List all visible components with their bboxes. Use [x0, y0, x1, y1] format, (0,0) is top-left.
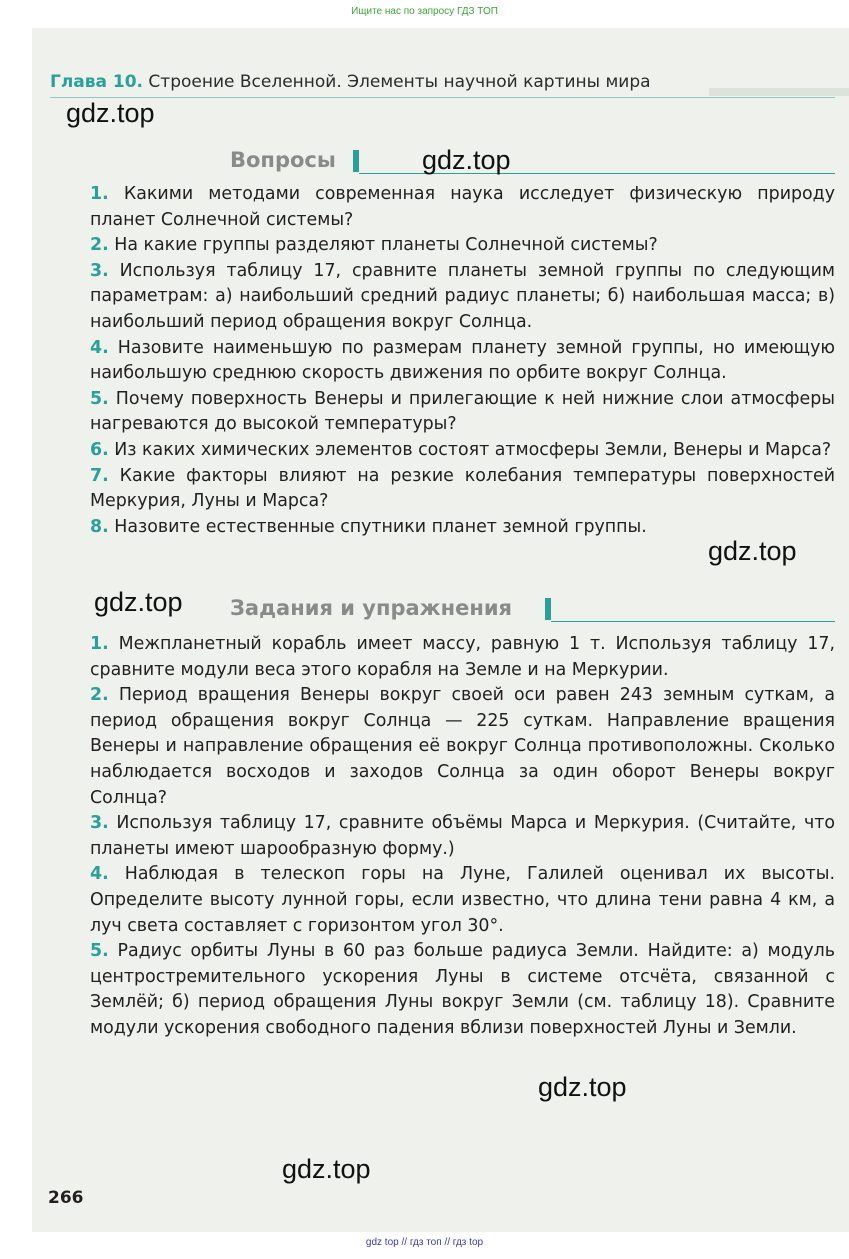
- question-item: [90, 182, 835, 233]
- watermark: gdz.top: [422, 145, 511, 175]
- question-number: 7.: [90, 465, 109, 486]
- task-text: Период вращения Венеры вокруг своей оси равен 243 земным суткам, а период обращения вокруг Солнца — 225 суткам. Направление вращения Венеры и направление обращения её вокруг Солнца противоположны. Сколько наблюдается восходов и заходов Солнца за один оборот Венеры вокруг Солнца?: [90, 685, 835, 808]
- tasks-list: [90, 632, 835, 1042]
- chapter-rule: [50, 97, 835, 98]
- question-item: [90, 336, 835, 387]
- task-text: Радиус орбиты Луны в 60 раз больше радиуса Земли. Найдите: а) модуль центростремительного ускорения Луны в системе отсчёта, связанной с Землёй; б) период обращения Луны вокруг Земли (см. таблицу 18). Сравните модули ускорения свободного падения вблизи поверхностей Луны и Земли.: [90, 941, 835, 1038]
- question-item: [90, 387, 835, 438]
- questions-list: [90, 182, 835, 540]
- question-text: Назовите естественные спутники планет земной группы.: [108, 516, 647, 537]
- heading-rule: [551, 621, 835, 622]
- question-number: 4.: [90, 337, 109, 358]
- textbook-page: [32, 28, 849, 1232]
- chapter-header: [50, 72, 651, 92]
- chapter-number: Глава 10.: [50, 72, 144, 92]
- page-number: 266: [48, 1188, 84, 1208]
- question-text: Назовите наименьшую по размерам планету земной группы, но имеющую наибольшую среднюю скорость движения по орбите вокруг Солнца.: [90, 337, 835, 384]
- task-item: [90, 683, 835, 811]
- question-number: 8.: [90, 516, 109, 537]
- question-item: [90, 464, 835, 515]
- task-item: [90, 811, 835, 862]
- task-number: 3.: [90, 813, 109, 834]
- question-text: Используя таблицу 17, сравните планеты земной группы по следующим параметрам: а) наибольший средний радиус планеты; б) наибольшая масса; в) наибольший период обращения вокруг Солнца.: [90, 260, 835, 332]
- header-banner: Ищите нас по запросу ГДЗ ТОП: [351, 6, 498, 17]
- tasks-heading: [32, 594, 849, 626]
- question-number: 1.: [90, 184, 109, 204]
- task-number: 2.: [90, 685, 109, 706]
- task-item: [90, 939, 835, 1041]
- question-number: 6.: [90, 439, 109, 460]
- question-number: 3.: [90, 260, 109, 281]
- chapter-title: Строение Вселенной. Элементы научной картины мира: [143, 72, 651, 92]
- task-number: 5.: [90, 941, 109, 962]
- watermark: gdz.top: [94, 587, 183, 617]
- question-number: 5.: [90, 388, 109, 409]
- question-item: [90, 259, 835, 336]
- task-item: [90, 632, 835, 683]
- question-text: Почему поверхность Венеры и прилегающие к ней нижние слои атмосферы нагреваются до высокой температуры?: [90, 388, 835, 435]
- question-text: Какими методами современная наука исследует физическую природу планет Солнечной системы?: [90, 184, 835, 230]
- task-number: 1.: [90, 634, 109, 654]
- question-item: [90, 438, 835, 464]
- question-text: Какие факторы влияют на резкие колебания температуры поверхностей Меркурия, Луны и Марса?: [90, 465, 835, 512]
- heading-accent-bar: [545, 598, 551, 620]
- watermark: gdz.top: [66, 98, 155, 128]
- question-text: На какие группы разделяют планеты Солнечной системы?: [108, 235, 658, 256]
- task-text: Наблюдая в телескоп горы на Луне, Галилей оценивал их высоты. Определите высоту лунной горы, если известно, что длина тени равна 4 км, а луч света составляет с горизонтом угол 30°.: [90, 864, 835, 936]
- question-item: [90, 233, 835, 259]
- questions-heading-text: Вопросы: [230, 148, 336, 172]
- task-text: Межпланетный корабль имеет массу, равную 1 т. Используя таблицу 17, сравните модули веса этого корабля на Земле и на Меркурии.: [90, 634, 835, 680]
- watermark: gdz.top: [538, 1072, 627, 1102]
- task-item: [90, 862, 835, 939]
- question-number: 2.: [90, 235, 109, 256]
- footer-banner[interactable]: gdz top // гдз топ // гдз top: [365, 1237, 484, 1248]
- heading-accent-bar: [353, 150, 359, 172]
- task-text: Используя таблицу 17, сравните объёмы Марса и Меркурия. (Считайте, что планеты имеют шарообразную форму.): [90, 813, 835, 859]
- watermark: gdz.top: [708, 536, 797, 566]
- watermark: gdz.top: [282, 1154, 371, 1184]
- task-number: 4.: [90, 864, 109, 885]
- question-text: Из каких химических элементов состоят атмосферы Земли, Венеры и Марса?: [108, 439, 832, 460]
- bleed-through-decoration: [709, 88, 849, 96]
- tasks-heading-text: Задания и упражнения: [230, 596, 513, 620]
